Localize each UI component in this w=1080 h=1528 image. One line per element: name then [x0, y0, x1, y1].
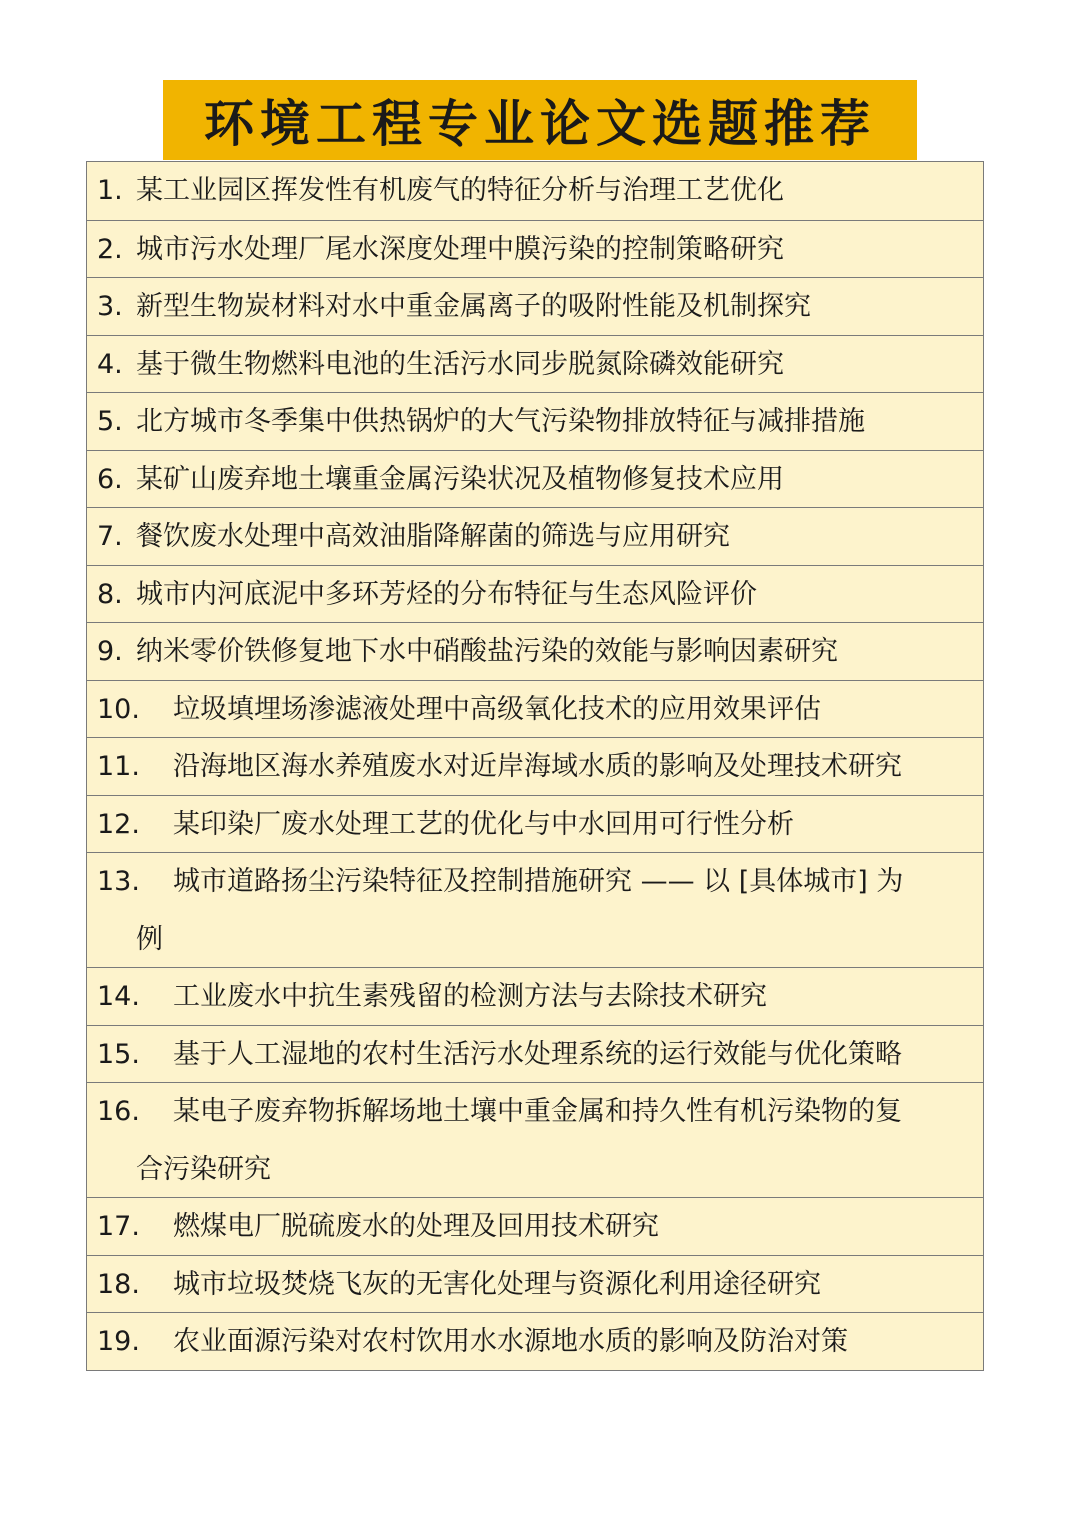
topic-number: 9. — [97, 636, 123, 667]
topic-text: 城市污水处理厂尾水深度处理中膜污染的控制策略研究 — [136, 233, 784, 265]
topic-row — [87, 277, 983, 335]
topic-row — [87, 680, 983, 738]
topic-number: 7. — [97, 521, 123, 552]
topic-row — [87, 1312, 983, 1370]
topic-table — [86, 161, 984, 1371]
topic-row — [87, 1255, 983, 1313]
topic-row — [87, 1082, 983, 1197]
topic-row — [87, 967, 983, 1025]
topic-number: 15. — [97, 1038, 140, 1070]
topic-number: 3. — [97, 291, 123, 322]
topic-row — [87, 852, 983, 967]
title-banner — [163, 80, 917, 160]
topic-text: 工业废水中抗生素残留的检测方法与去除技术研究 — [173, 981, 767, 1012]
topic-number: 19. — [97, 1326, 140, 1357]
topic-number: 12. — [97, 808, 140, 840]
topic-number: 18. — [97, 1268, 140, 1300]
topic-row — [87, 335, 983, 393]
topic-text: 燃煤电厂脱硫废水的处理及回用技术研究 — [173, 1211, 659, 1242]
topic-row — [87, 162, 983, 220]
topic-text: 城市道路扬尘污染特征及控制措施研究 —— 以 [具体城市] 为 — [173, 866, 904, 897]
topic-number: 6. — [97, 463, 123, 495]
page-title: 环境工程专业论文选题推荐 — [204, 95, 876, 153]
topic-number: 14. — [97, 981, 140, 1012]
topic-text: 北方城市冬季集中供热锅炉的大气污染物排放特征与减排措施 — [136, 406, 865, 437]
topic-row — [87, 622, 983, 680]
topic-number: 13. — [97, 866, 140, 897]
topic-row — [87, 565, 983, 623]
topic-number: 17. — [97, 1211, 140, 1242]
topic-row — [87, 1197, 983, 1255]
topic-row — [87, 220, 983, 278]
topic-text: 基于微生物燃料电池的生活污水同步脱氮除磷效能研究 — [136, 348, 784, 380]
topic-text-continuation: 合污染研究 — [136, 1153, 271, 1185]
topic-text: 农业面源污染对农村饮用水水源地水质的影响及防治对策 — [173, 1326, 848, 1357]
topic-text: 某工业园区挥发性有机废气的特征分析与治理工艺优化 — [136, 175, 784, 206]
topic-row — [87, 737, 983, 795]
topic-row — [87, 450, 983, 508]
topic-text: 沿海地区海水养殖废水对近岸海域水质的影响及处理技术研究 — [173, 751, 902, 782]
topic-row — [87, 392, 983, 450]
topic-text: 某矿山废弃地土壤重金属污染状况及植物修复技术应用 — [136, 463, 784, 495]
topic-row — [87, 507, 983, 565]
topic-number: 11. — [97, 751, 140, 782]
topic-text: 纳米零价铁修复地下水中硝酸盐污染的效能与影响因素研究 — [136, 636, 838, 667]
topic-text: 城市内河底泥中多环芳烃的分布特征与生态风险评价 — [136, 578, 757, 610]
topic-text: 某电子废弃物拆解场地土壤中重金属和持久性有机污染物的复 — [173, 1096, 902, 1127]
topic-text: 餐饮废水处理中高效油脂降解菌的筛选与应用研究 — [136, 521, 730, 552]
topic-text: 基于人工湿地的农村生活污水处理系统的运行效能与优化策略 — [173, 1038, 902, 1070]
topic-text: 新型生物炭材料对水中重金属离子的吸附性能及机制探究 — [136, 291, 811, 322]
topic-number: 10. — [97, 693, 140, 725]
topic-number: 8. — [97, 578, 123, 610]
topic-row — [87, 1025, 983, 1083]
topic-text: 城市垃圾焚烧飞灰的无害化处理与资源化利用途径研究 — [173, 1268, 821, 1300]
topic-text: 垃圾填埋场渗滤液处理中高级氧化技术的应用效果评估 — [173, 693, 821, 725]
topic-number: 5. — [97, 406, 123, 437]
topic-row — [87, 795, 983, 853]
topic-number: 2. — [97, 233, 123, 265]
topic-number: 1. — [97, 175, 123, 206]
topic-text-continuation: 例 — [136, 923, 163, 955]
topic-number: 4. — [97, 348, 123, 380]
topic-text: 某印染厂废水处理工艺的优化与中水回用可行性分析 — [173, 808, 794, 840]
topic-number: 16. — [97, 1096, 140, 1127]
